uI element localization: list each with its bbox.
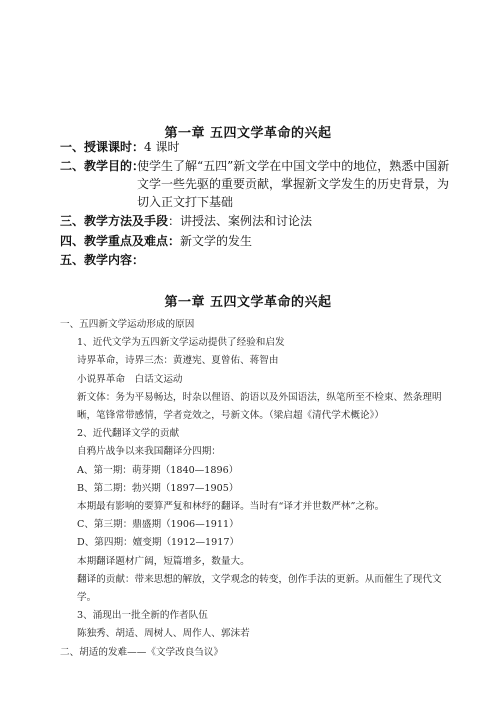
content-line: 2、近代翻译文学的贡献 [77,428,180,440]
plan-item-value: 4 课时 [144,140,180,154]
plan-item-label: 五、教学内容： [60,253,145,267]
content-line: 本期最有影响的要算严复和林纾的翻译。当时有“译才并世数严林”之称。 [77,501,385,513]
content-body [60,316,447,662]
plan-item-value: 使学生了解“五四”新文学在中国文学中的地位，熟悉中国新文学一些先驱的重要贡献，掌握新文学发生的历史背景，为切入正文打下基础 [137,159,450,209]
plan-item-label: 三、教学方法及手段 [60,214,169,228]
content-line: A、第一期：萌芽期（1840—1896） [77,464,239,476]
content-line: D、第四期：嬗变期（1912—1917） [77,537,240,549]
plan-item-hours [60,138,179,156]
content-line: 本期翻译题材广阔，短篇增多，数量大。 [77,555,250,567]
content-line: C、第三期：鼎盛期（1906—1911） [77,519,239,531]
plan-item-value: 新文学的发生 [180,234,253,248]
plan-item-label: 二、教学目的： [60,159,145,173]
content-line: 二、胡适的发难——《文学改良刍议》 [60,646,224,658]
content-line: 陈独秀、胡适、周树人、周作人、郭沫若 [77,628,250,640]
plan-item-objective-text-wrapper [137,157,457,211]
content-line: 3、涌现出一批全新的作者队伍 [77,610,208,622]
content-line: 小说界革命 白话文运动 [77,373,183,385]
plan-item-methods [60,212,312,230]
page-title: 第一章 五四文学革命的兴起 [164,126,332,141]
plan-item-label: 一、授课课时： [60,140,145,154]
plan-item-label: 四、教学重点及难点： [60,234,181,248]
plan-item-content [60,251,144,269]
content-line: B、第二期：勃兴期（1897—1905） [77,482,239,494]
content-line: 1、近代文学为五四新文学运动提供了经验和启发 [77,337,285,349]
plan-item-focus [60,232,252,250]
content-line: 诗界革命，诗界三杰：黄遵宪、夏曾佑、蒋智由 [77,355,279,367]
content-line: 新文体：务为平易畅达，时杂以俚语、韵语以及外国语法，纵笔所至不检束、然条理明晰，笔锋常带感情，学者竞效之，号新文体。（梁启超《清代学术概论》） [77,391,442,422]
plan-item-value: ：讲授法、案例法和讨论法 [168,214,313,228]
content-line: 自鸦片战争以来我国翻译分四期： [77,446,221,458]
section-title: 第一章 五四文学革命的兴起 [164,295,332,310]
content-line: 一、五四新文学运动形成的原因 [60,319,195,330]
content-line: 翻译的贡献：带来思想的解放，文学观念的转变，创作手法的更新。从而催生了现代文学。 [77,573,442,604]
